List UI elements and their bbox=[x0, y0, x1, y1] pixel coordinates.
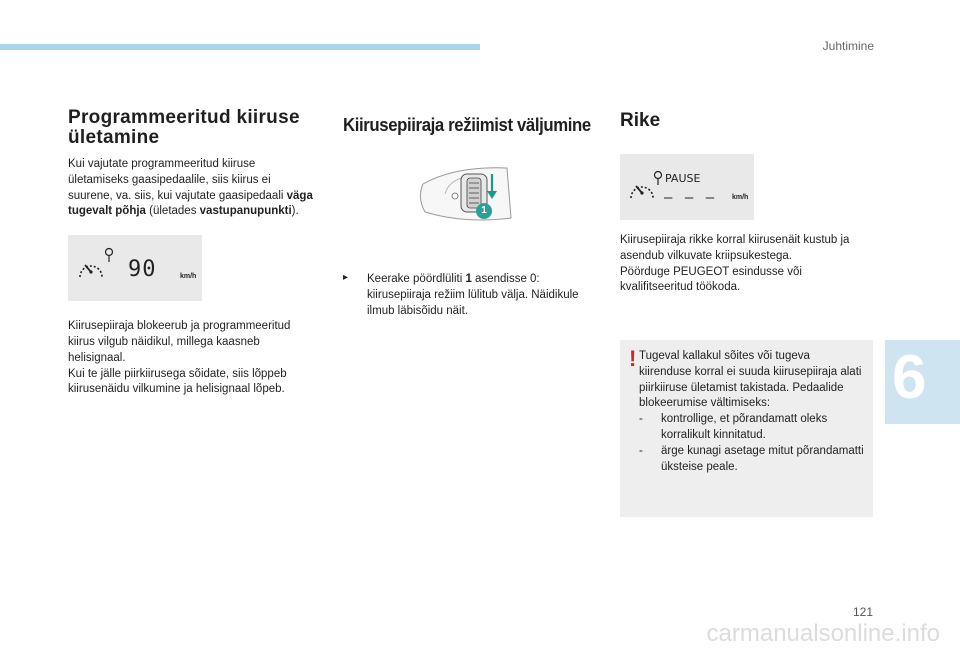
warning-panel bbox=[620, 340, 873, 517]
blocking-paragraph: Kiirusepiiraja blokeerub ja programmeeritud kiirus vilgub näidikul, millega kaasneb helisignaal. bbox=[68, 320, 291, 364]
lever-badge: 1 bbox=[476, 203, 492, 219]
speed-display-panel bbox=[68, 235, 202, 301]
speed-value: 90 bbox=[128, 257, 157, 283]
speed-limit-indicator-icon bbox=[653, 170, 663, 186]
step-text: Keerake pöördlüliti 1 asendisse 0: kiirusepiiraja režiim lülitub välja. Näidikule ilmub läbisõidu näit. bbox=[367, 273, 579, 317]
speed-limiter-icon bbox=[628, 176, 656, 202]
chapter-number: 6 bbox=[892, 343, 927, 412]
speed-unit: km/h bbox=[180, 273, 197, 281]
header-accent-bar bbox=[0, 44, 480, 50]
section-title: Rike bbox=[620, 110, 661, 131]
page-number: 121 bbox=[852, 605, 873, 619]
section-exit-limiter bbox=[343, 108, 603, 319]
warning-body bbox=[639, 349, 864, 475]
section-title: Programmeeritud kiiruse ületamine bbox=[68, 107, 300, 148]
list-item: - ärge kunagi asetage mitut põrandamatti üksteise peale. bbox=[639, 444, 864, 473]
warning-icon: ! bbox=[629, 346, 637, 371]
speed-dashes: – – – bbox=[664, 190, 717, 206]
fault-paragraph: Kiirusepiiraja rikke korral kiirusenäit kustub ja asendub vilkuvate kriipsukestega. bbox=[620, 234, 850, 262]
speed-limiter-icon bbox=[77, 255, 105, 281]
pause-status: PAUSE bbox=[665, 172, 701, 185]
section-programmed-speed-override bbox=[68, 108, 318, 398]
intro-paragraph: Kui vajutate programmeeritud kiiruse ületamiseks gaasipedaalile, siis kiirus ei suurene, va. siis, kui vajutate gaasipedaali väga tugevalt põhja (ületades vastupanupunkti). bbox=[68, 158, 313, 218]
speed-limit-indicator-icon bbox=[104, 247, 114, 263]
step-item bbox=[343, 272, 603, 319]
fault-display-panel bbox=[620, 154, 754, 220]
warning-text: Tugeval kallakul sõites või tugeva kiirenduse korral ei suuda kiirusepiiraja alati piirkiiruse ületamist takistada. Pedaalide blokeerumise vältimiseks: bbox=[639, 350, 862, 410]
steering-lever-illustration bbox=[415, 154, 515, 236]
resume-paragraph: Kui te jälle piirkiirusega sõidate, siis lõppeb kiirusenäidu vilkumine ja helisignaal lõpeb. bbox=[68, 367, 287, 396]
list-item: - kontrollige, et põrandamatt oleks korralikult kinnitatud. bbox=[639, 413, 828, 441]
watermark: carmanualsonline.info bbox=[706, 620, 940, 647]
service-paragraph: Pöörduge PEUGEOT esindusse või kvalifitseeritud töökoda. bbox=[620, 265, 802, 294]
speed-unit: km/h bbox=[732, 194, 749, 201]
section-malfunction bbox=[620, 108, 875, 296]
section-label: Juhtimine bbox=[822, 39, 874, 53]
section-title: Kiirusepiiraja režiimist väljumine bbox=[343, 115, 591, 135]
arrow-bullet-icon: ▸ bbox=[343, 272, 349, 283]
